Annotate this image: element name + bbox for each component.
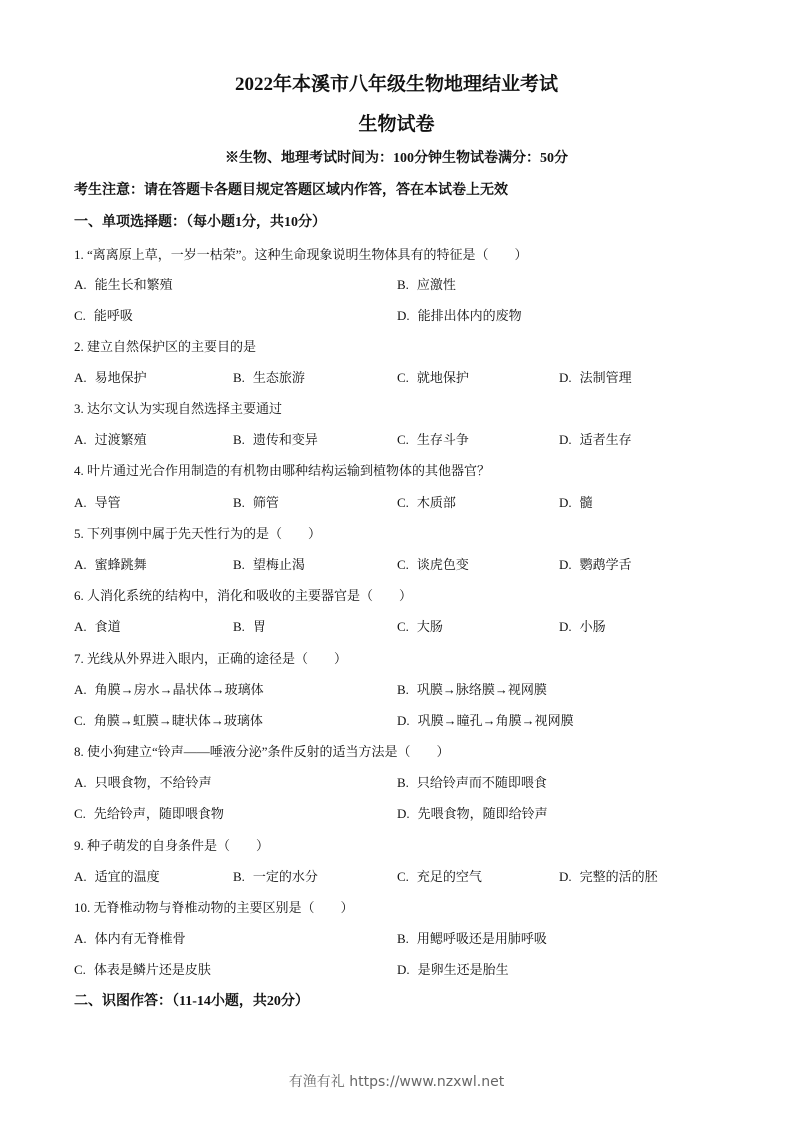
option-text: 体内有无脊椎骨 <box>94 931 186 946</box>
option-text: 角膜→房水→晶状体→玻璃体 <box>94 682 264 697</box>
option-text: 髓 <box>579 495 593 510</box>
option-label: A. <box>74 370 87 385</box>
exam-subtitle: 生物试卷 <box>358 114 435 135</box>
question-5-option-a <box>74 557 147 573</box>
question-2-option-c <box>397 370 469 386</box>
question-8-option-d <box>397 806 548 822</box>
question-10-option-c <box>74 962 211 978</box>
question-1-stem: 1. “离离原上草，一岁一枯荣”。这种生命现象说明生物体具有的特征是（ ） <box>74 247 528 262</box>
option-label: D. <box>559 370 572 385</box>
option-text: 先喂食物，随即给铃声 <box>417 806 548 821</box>
option-label: D. <box>559 619 572 634</box>
option-text: 体表是鳞片还是皮肤 <box>93 962 211 977</box>
option-label: C. <box>397 370 409 385</box>
option-text: 巩膜→脉络膜→视网膜 <box>416 682 547 697</box>
option-text: 谈虎色变 <box>416 557 469 572</box>
question-6-stem: 6. 人消化系统的结构中，消化和吸收的主要器官是（ ） <box>74 588 413 603</box>
question-4-stem: 4. 叶片通过光合作用制造的有机物由哪种结构运输到植物体的其他器官？ <box>74 463 491 478</box>
option-label: B. <box>233 495 245 510</box>
question-3-option-d <box>559 432 632 448</box>
option-text: 望梅止渴 <box>252 557 305 572</box>
option-text: 先给铃声，随即喂食物 <box>93 806 224 821</box>
option-text: 角膜→虹膜→睫状体→玻璃体 <box>93 713 263 728</box>
question-6-option-a <box>74 619 121 635</box>
option-label: C. <box>74 962 86 977</box>
question-9-option-c <box>397 869 482 885</box>
watermark-footer: 有渔有礼 https://www.nzxwl.net <box>288 1074 505 1090</box>
option-label: A. <box>74 869 87 884</box>
question-3-stem: 3. 达尔文认为实现自然选择主要通过 <box>74 401 283 416</box>
option-label: B. <box>397 775 409 790</box>
option-text: 适者生存 <box>579 432 632 447</box>
option-text: 蜜蜂跳舞 <box>94 557 147 572</box>
option-text: 生态旅游 <box>252 370 305 385</box>
question-9-option-d <box>559 869 658 885</box>
option-label: A. <box>74 775 87 790</box>
question-9-option-a <box>74 869 160 885</box>
option-text: 完整的活的胚 <box>579 869 658 884</box>
option-text: 易地保护 <box>94 370 147 385</box>
question-10-option-a <box>74 931 186 947</box>
option-label: D. <box>397 962 410 977</box>
question-5-stem: 5. 下列事例中属于先天性行为的是（ ） <box>74 526 322 541</box>
option-label: A. <box>74 277 87 292</box>
question-10-option-d <box>397 962 509 978</box>
option-text: 巩膜→瞳孔→角膜→视网膜 <box>417 713 574 728</box>
question-6-option-b <box>233 619 266 635</box>
exam-title: 2022年本溪市八年级生物地理结业考试 <box>234 74 558 95</box>
question-5-option-b <box>233 557 305 573</box>
option-label: A. <box>74 557 87 572</box>
option-label: C. <box>397 432 409 447</box>
option-label: C. <box>74 806 86 821</box>
question-7-option-c <box>74 713 263 729</box>
question-10-option-b <box>397 931 547 947</box>
time-score-note: ※生物、地理考试时间为：100分钟生物试卷满分：50分 <box>225 151 568 166</box>
question-8-option-c <box>74 806 224 822</box>
option-text: 只喂食物，不给铃声 <box>94 775 212 790</box>
question-8-option-b <box>397 775 547 791</box>
question-5-option-c <box>397 557 469 573</box>
option-text: 法制管理 <box>579 370 632 385</box>
option-label: D. <box>559 869 572 884</box>
option-label: A. <box>74 495 87 510</box>
question-2-stem: 2. 建立自然保护区的主要目的是 <box>74 339 257 354</box>
section-2-title: 二、识图作答：（11-14小题，共20分） <box>74 994 309 1009</box>
option-label: B. <box>233 370 245 385</box>
question-3-option-b <box>233 432 318 448</box>
candidate-notice: 考生注意：请在答题卡各题目规定答题区域内作答，答在本试卷上无效 <box>74 183 508 198</box>
option-label: C. <box>397 557 409 572</box>
option-text: 生存斗争 <box>416 432 469 447</box>
option-label: D. <box>397 713 410 728</box>
option-text: 用鳃呼吸还是用肺呼吸 <box>416 931 547 946</box>
option-label: A. <box>74 432 87 447</box>
question-6-option-d <box>559 619 606 635</box>
question-9-option-b <box>233 869 318 885</box>
option-label: D. <box>559 495 572 510</box>
option-label: D. <box>397 806 410 821</box>
question-5-option-d <box>559 557 632 573</box>
option-text: 导管 <box>94 495 121 510</box>
question-1-option-d <box>397 308 522 324</box>
question-1-option-a <box>74 277 173 293</box>
option-label: A. <box>74 619 87 634</box>
question-3-option-c <box>397 432 469 448</box>
section-1-title: 一、单项选择题：（每小题1分，共10分） <box>74 215 326 230</box>
option-text: 鹦鹉学舌 <box>579 557 632 572</box>
option-label: C. <box>74 713 86 728</box>
option-label: A. <box>74 682 87 697</box>
question-2-option-b <box>233 370 305 386</box>
option-label: C. <box>397 495 409 510</box>
option-text: 是卵生还是胎生 <box>417 962 509 977</box>
question-2-option-d <box>559 370 632 386</box>
option-text: 小肠 <box>579 619 606 634</box>
question-7-option-b <box>397 682 547 698</box>
question-6-option-c <box>397 619 443 635</box>
option-label: C. <box>74 308 86 323</box>
option-text: 遗传和变异 <box>252 432 318 447</box>
question-4-option-c <box>397 495 456 511</box>
option-text: 充足的空气 <box>416 869 482 884</box>
question-8-stem: 8. 使小狗建立“铃声——唾液分泌”条件反射的适当方法是（ ） <box>74 744 450 759</box>
option-text: 一定的水分 <box>252 869 318 884</box>
option-text: 只给铃声而不随即喂食 <box>416 775 547 790</box>
option-label: B. <box>397 682 409 697</box>
option-text: 木质部 <box>416 495 456 510</box>
option-label: A. <box>74 931 87 946</box>
option-label: B. <box>233 619 245 634</box>
option-label: B. <box>397 931 409 946</box>
question-4-option-d <box>559 495 593 511</box>
question-8-option-a <box>74 775 212 791</box>
option-label: D. <box>559 557 572 572</box>
option-label: D. <box>559 432 572 447</box>
option-text: 筛管 <box>252 495 279 510</box>
question-1-option-c <box>74 308 133 324</box>
option-text: 能呼吸 <box>93 308 133 323</box>
option-label: B. <box>233 432 245 447</box>
option-text: 胃 <box>252 619 266 634</box>
option-text: 就地保护 <box>416 370 469 385</box>
option-label: B. <box>233 869 245 884</box>
question-10-stem: 10. 无脊椎动物与脊椎动物的主要区别是（ ） <box>74 900 354 915</box>
question-4-option-b <box>233 495 279 511</box>
option-label: C. <box>397 869 409 884</box>
question-7-option-a <box>74 682 264 698</box>
option-text: 过渡繁殖 <box>94 432 147 447</box>
option-text: 食道 <box>94 619 121 634</box>
question-4-option-a <box>74 495 121 511</box>
option-text: 大肠 <box>416 619 443 634</box>
question-7-stem: 7. 光线从外界进入眼内，正确的途径是（ ） <box>74 651 348 666</box>
question-3-option-a <box>74 432 147 448</box>
option-label: D. <box>397 308 410 323</box>
question-7-option-d <box>397 713 574 729</box>
question-1-option-b <box>397 277 456 293</box>
question-9-stem: 9. 种子萌发的自身条件是（ ） <box>74 838 270 853</box>
option-text: 能排出体内的废物 <box>417 308 522 323</box>
question-2-option-a <box>74 370 147 386</box>
option-label: B. <box>397 277 409 292</box>
option-text: 能生长和繁殖 <box>94 277 173 292</box>
option-text: 适宜的温度 <box>94 869 160 884</box>
option-label: C. <box>397 619 409 634</box>
option-text: 应激性 <box>416 277 456 292</box>
option-label: B. <box>233 557 245 572</box>
